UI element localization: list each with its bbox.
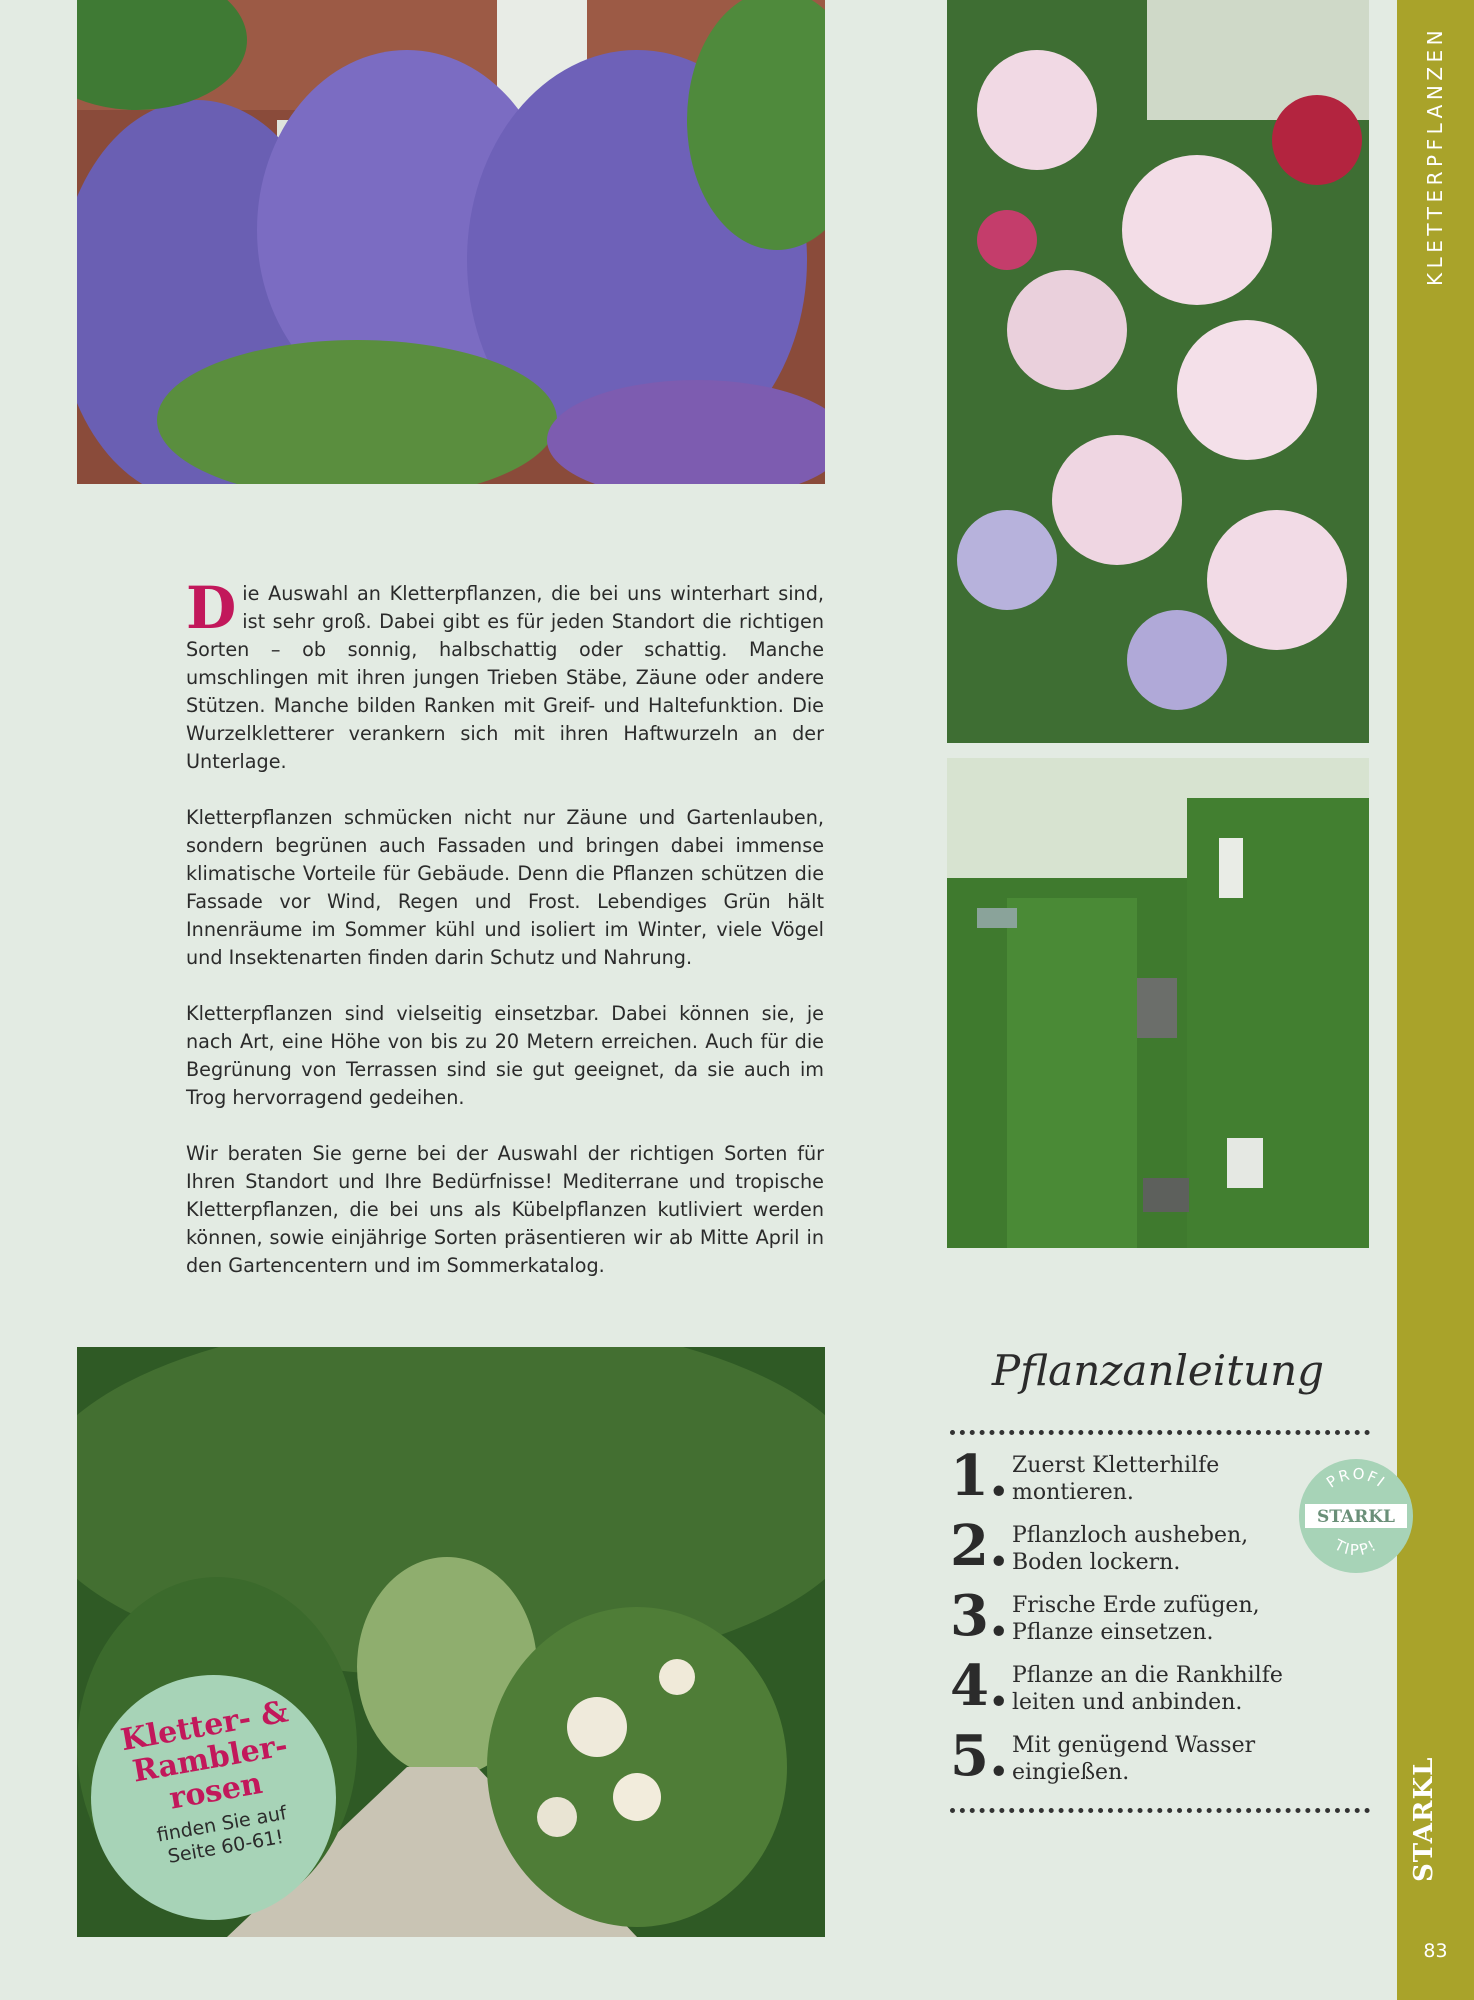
guide-step	[950, 1724, 1350, 1794]
step-text-line1: Frische Erde zufügen,	[1012, 1593, 1260, 1618]
side-band	[1397, 0, 1474, 2000]
step-text-line2: eingießen.	[1012, 1760, 1130, 1785]
step-text-line1: Zuerst Kletterhilfe	[1012, 1453, 1220, 1478]
paragraph-1-text: ie Auswahl an Kletterpflanzen, die bei uns winterhart sind, ist sehr groß. Dabei gibt es für jeden Standort die richtigen Sorten – ob sonnig, halbschattig oder schattig. Manche umschlingen mit ihren jungen Trieben Stäbe, Zäune oder andere Stützen. Manche bilden Ranken mit Greif- und Haltefunktion. Die Wurzelkletterer verankern sich mit ihren Haftwurzeln an der Unterlage.	[186, 582, 824, 773]
drop-cap: D	[186, 574, 237, 642]
rose-reference-badge	[91, 1675, 336, 1920]
step-text-line2: montieren.	[1012, 1480, 1134, 1505]
badge-bottom-text: TIPP!	[1331, 1535, 1381, 1560]
step-text	[1012, 1662, 1283, 1716]
page-number: 83	[1423, 1940, 1448, 1962]
article-paragraph-2: Kletterpflanzen schmücken nicht nur Zäune und Gartenlauben, sondern begrünen auch Fassaden und bringen dabei immense klimatische Vorteile für Gebäude. Denn die Pflanzen schützen die Fassade vor Wind, Regen und Frost. Lebendiges Grün hält Innenräume im Sommer kühl und isoliert im Winter, viele Vögel und Insektenarten finden darin Schutz und Nahrung.	[186, 806, 824, 969]
guide-step	[950, 1444, 1350, 1514]
ivy-facade-photo	[947, 758, 1369, 1248]
article-body	[186, 574, 824, 1308]
wisteria-house-photo	[77, 0, 825, 484]
section-title: KLETTERPFLANZEN	[1423, 25, 1447, 286]
step-text	[1012, 1452, 1219, 1506]
guide-steps	[950, 1444, 1350, 1794]
step-text-line2: Boden lockern.	[1012, 1550, 1181, 1575]
step-number: 5.	[950, 1723, 1009, 1789]
svg-text:TIPP!	[1331, 1535, 1381, 1559]
svg-text:PROFI	[1323, 1465, 1389, 1492]
brand-logo: STARKL	[1409, 1756, 1439, 1882]
step-text	[1012, 1522, 1248, 1576]
step-number: 4.	[950, 1653, 1009, 1719]
dotted-divider-top	[950, 1430, 1370, 1435]
badge-brand-text: STARKL	[1316, 1507, 1396, 1527]
guide-title: Pflanzanleitung	[991, 1346, 1325, 1395]
step-number: 2.	[950, 1513, 1009, 1579]
step-text-line2: Pflanze einsetzen.	[1012, 1620, 1214, 1645]
step-text-line2: leiten und anbinden.	[1012, 1690, 1243, 1715]
step-text	[1012, 1592, 1260, 1646]
rose-badge-title: Kletter- & Rambler- rosen	[118, 1694, 291, 1817]
step-number: 3.	[950, 1583, 1009, 1649]
dotted-divider-bottom	[950, 1808, 1370, 1813]
badge-top-text: PROFI	[1323, 1464, 1390, 1492]
step-text-line1: Mit genügend Wasser	[1012, 1733, 1256, 1758]
step-text	[1012, 1732, 1255, 1786]
step-text-line1: Pflanzloch ausheben,	[1012, 1523, 1249, 1548]
guide-step	[950, 1584, 1350, 1654]
article-paragraph-3: Kletterpflanzen sind vielseitig einsetzbar. Dabei können sie, je nach Art, eine Höhe von bis zu 20 Metern erreichen. Auch für die Begrünung von Terrassen sind sie gut geeignet, da sie auch im Trog hervorragend gedeihen.	[186, 1002, 824, 1109]
clematis-flowers-photo	[947, 0, 1369, 743]
step-text-line1: Pflanze an die Rankhilfe	[1012, 1663, 1283, 1688]
guide-step	[950, 1654, 1350, 1724]
guide-step	[950, 1514, 1350, 1584]
article-paragraph-4: Wir beraten Sie gerne bei der Auswahl der richtigen Sorten für Ihren Standort und Ihre Bedürfnisse! Mediterrane und tropische Kletterpflanzen, die bei uns als Kübelpflanzen kutliviert werden können, sowie einjährige Sorten präsentieren wir ab Mitte April in den Gartencentern und im Sommerkatalog.	[186, 1142, 824, 1277]
profi-tipp-badge	[1299, 1459, 1413, 1573]
rose-badge-subtitle: finden Sie auf Seite 60-61!	[155, 1802, 289, 1868]
article-paragraph-1	[186, 574, 824, 776]
step-number: 1.	[950, 1443, 1009, 1509]
